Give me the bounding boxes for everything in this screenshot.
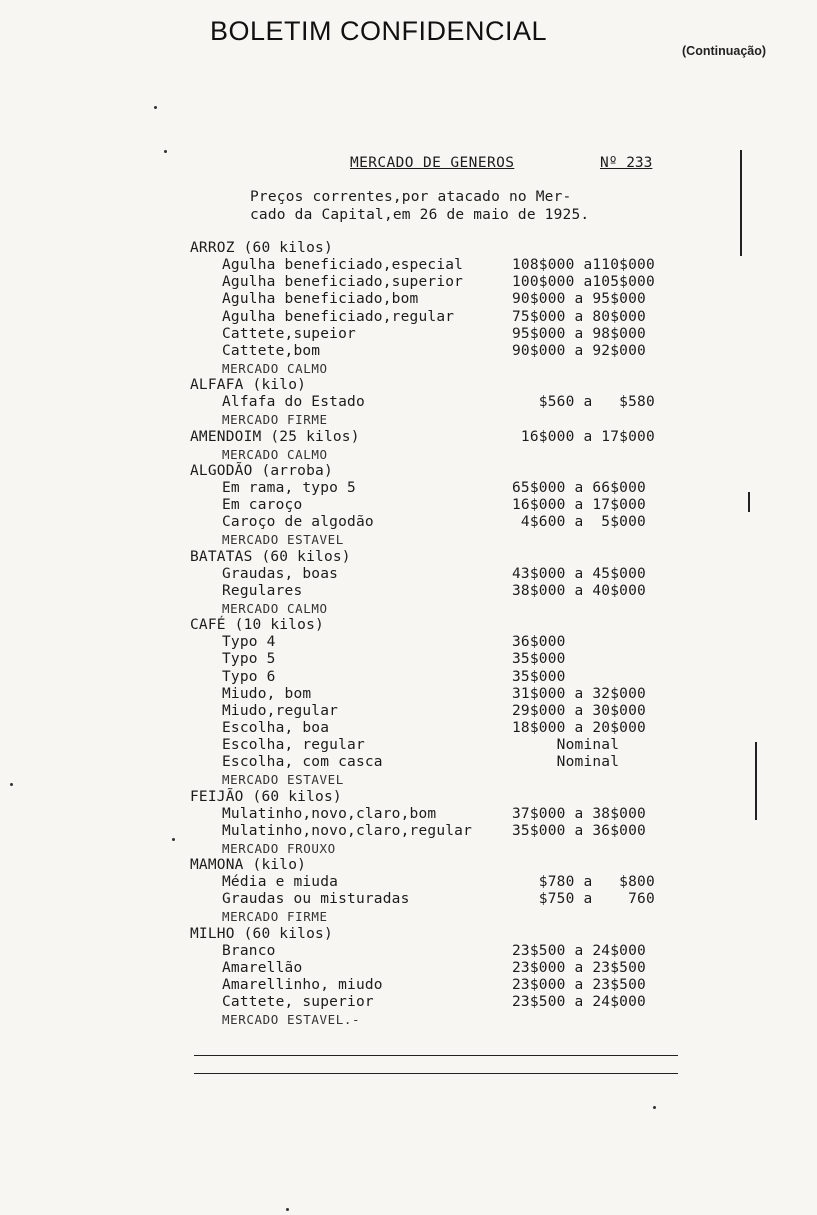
item-label: Agulha beneficiado,superior <box>222 274 464 291</box>
category-label: CAFÉ (10 kilos) <box>190 617 324 634</box>
section-title: MERCADO DE GENEROS <box>350 155 515 171</box>
price-range: 18$000 a 20$000 <box>512 719 646 736</box>
category-label: BATATAS (60 kilos) <box>190 548 351 565</box>
item-label: Agulha beneficiado,bom <box>222 291 419 308</box>
item-label: Mulatinho,novo,claro,bom <box>222 805 437 822</box>
item-label: Typo 6 <box>222 668 276 685</box>
item-label: Em rama, typo 5 <box>222 479 356 496</box>
market-status-row <box>190 600 710 617</box>
item-label: Cattete, superior <box>222 994 374 1011</box>
market-status-row <box>190 771 710 788</box>
item-row <box>190 274 710 291</box>
price-range: 35$000 <box>512 651 566 668</box>
item-row <box>190 891 710 908</box>
market-status-row <box>190 840 710 857</box>
price-range: 36$000 <box>512 634 566 651</box>
category-row <box>190 429 710 446</box>
item-label: Typo 5 <box>222 651 276 668</box>
item-row <box>190 874 710 891</box>
margin-mark <box>755 742 757 820</box>
item-label: Caroço de algodão <box>222 514 374 531</box>
item-label: Escolha, com casca <box>222 754 383 771</box>
price-range: 16$000 a 17$000 <box>512 497 646 514</box>
price-range: 100$000 a105$000 <box>512 274 655 291</box>
item-row <box>190 823 710 840</box>
paper-speck <box>172 838 175 841</box>
market-status: MERCADO ESTAVEL <box>222 772 344 788</box>
item-row <box>190 943 710 960</box>
item-row <box>190 480 710 497</box>
margin-mark <box>748 492 750 512</box>
item-label: Cattete,bom <box>222 342 321 359</box>
category-label: ALGODÃO (arroba) <box>190 462 333 479</box>
price-range: $750 a 760 <box>512 891 655 908</box>
price-range: 108$000 a110$000 <box>512 257 655 274</box>
item-row <box>190 754 710 771</box>
price-range: 4$600 a 5$000 <box>512 514 646 531</box>
market-status: MERCADO ESTAVEL.- <box>222 1012 361 1028</box>
category-row <box>190 617 710 634</box>
category-label: AMENDOIM (25 kilos) <box>190 428 360 445</box>
category-row <box>190 463 710 480</box>
item-row <box>190 703 710 720</box>
market-status-row <box>190 360 710 377</box>
item-row <box>190 960 710 977</box>
item-label: Miudo,regular <box>222 702 339 719</box>
price-range: 23$500 a 24$000 <box>512 942 646 959</box>
item-row <box>190 394 710 411</box>
divider-rule <box>194 1073 678 1074</box>
price-range: 95$000 a 98$000 <box>512 325 646 342</box>
item-row <box>190 977 710 994</box>
category-row <box>190 926 710 943</box>
category-label: ARROZ (60 kilos) <box>190 240 333 256</box>
item-row <box>190 806 710 823</box>
item-label: Cattete,supeior <box>222 325 356 342</box>
price-range: $780 a $800 <box>512 874 655 891</box>
price-range: 16$000 a 17$000 <box>512 428 655 445</box>
price-range: 75$000 a 80$000 <box>512 308 646 325</box>
item-row <box>190 497 710 514</box>
item-row <box>190 514 710 531</box>
market-status: MERCADO CALMO <box>222 600 328 616</box>
item-label: Agulha beneficiado,regular <box>222 308 455 325</box>
price-range: 23$500 a 24$000 <box>512 994 646 1011</box>
intro-line: cado da Capital,em 26 de maio de 1925. <box>250 206 590 223</box>
item-row <box>190 309 710 326</box>
market-status-row <box>190 411 710 428</box>
market-status: MERCADO CALMO <box>222 446 328 462</box>
item-label: Alfafa do Estado <box>222 394 365 411</box>
divider-rule <box>194 1055 678 1056</box>
price-range: Nominal <box>512 754 620 771</box>
item-label: Escolha, regular <box>222 737 365 754</box>
market-status: MERCADO FIRME <box>222 412 328 428</box>
paper-speck <box>653 1106 656 1109</box>
market-status-row <box>190 531 710 548</box>
market-status-row <box>190 446 710 463</box>
market-status: MERCADO ESTAVEL <box>222 532 344 548</box>
category-row <box>190 857 710 874</box>
category-label: MILHO (60 kilos) <box>190 925 333 942</box>
category-label: MAMONA (kilo) <box>190 857 307 874</box>
paper-speck <box>10 783 13 786</box>
item-row <box>190 326 710 343</box>
item-label: Miudo, bom <box>222 685 312 702</box>
price-range: 38$000 a 40$000 <box>512 582 646 599</box>
market-status-row <box>190 908 710 925</box>
category-row <box>190 377 710 394</box>
item-row <box>190 343 710 360</box>
price-range: 23$000 a 23$500 <box>512 959 646 976</box>
item-label: Agulha beneficiado,especial <box>222 257 464 274</box>
item-label: Graudas ou misturadas <box>222 891 410 908</box>
item-label: Amarellinho, miudo <box>222 977 383 994</box>
paper-speck <box>286 1208 289 1211</box>
item-row <box>190 291 710 308</box>
price-range: Nominal <box>512 737 620 754</box>
item-row <box>190 651 710 668</box>
price-range: 35$000 <box>512 668 566 685</box>
price-range: 29$000 a 30$000 <box>512 702 646 719</box>
item-label: Branco <box>222 942 276 959</box>
market-status: MERCADO CALMO <box>222 360 328 376</box>
item-row <box>190 720 710 737</box>
item-row <box>190 669 710 686</box>
item-row <box>190 634 710 651</box>
category-row <box>190 240 710 257</box>
price-range: 90$000 a 95$000 <box>512 291 646 308</box>
bulletin-title: BOLETIM CONFIDENCIAL <box>210 16 548 46</box>
paper-speck <box>154 106 157 109</box>
item-label: Typo 4 <box>222 634 276 651</box>
section-number: Nº 233 <box>600 155 653 171</box>
price-range: 90$000 a 92$000 <box>512 342 646 359</box>
market-status: MERCADO FROUXO <box>222 840 336 856</box>
price-range: 23$000 a 23$500 <box>512 977 646 994</box>
price-list <box>190 240 710 1028</box>
continuation-label: (Continuação) <box>682 44 767 58</box>
item-label: Amarellão <box>222 959 303 976</box>
item-row <box>190 737 710 754</box>
price-range: 37$000 a 38$000 <box>512 805 646 822</box>
category-row <box>190 789 710 806</box>
paper-speck <box>164 150 167 153</box>
item-row <box>190 583 710 600</box>
item-label: Escolha, boa <box>222 719 330 736</box>
item-row <box>190 257 710 274</box>
item-row <box>190 994 710 1011</box>
item-label: Em caroço <box>222 497 303 514</box>
price-range: 31$000 a 32$000 <box>512 685 646 702</box>
category-label: FEIJÃO (60 kilos) <box>190 788 342 805</box>
margin-mark <box>740 150 742 256</box>
price-range: 43$000 a 45$000 <box>512 565 646 582</box>
market-status-row <box>190 1011 710 1028</box>
item-label: Mulatinho,novo,claro,regular <box>222 822 473 839</box>
market-status: MERCADO FIRME <box>222 909 328 925</box>
intro-line: Preços correntes,por atacado no Mer- <box>250 189 572 205</box>
item-row <box>190 686 710 703</box>
category-row <box>190 549 710 566</box>
category-label: ALFAFA (kilo) <box>190 377 307 394</box>
price-range: 65$000 a 66$000 <box>512 479 646 496</box>
item-label: Graudas, boas <box>222 565 339 582</box>
item-row <box>190 566 710 583</box>
item-label: Média e miuda <box>222 874 339 891</box>
price-range: 35$000 a 36$000 <box>512 822 646 839</box>
intro-paragraph <box>250 189 589 224</box>
item-label: Regulares <box>222 582 303 599</box>
price-range: $560 a $580 <box>512 394 655 411</box>
